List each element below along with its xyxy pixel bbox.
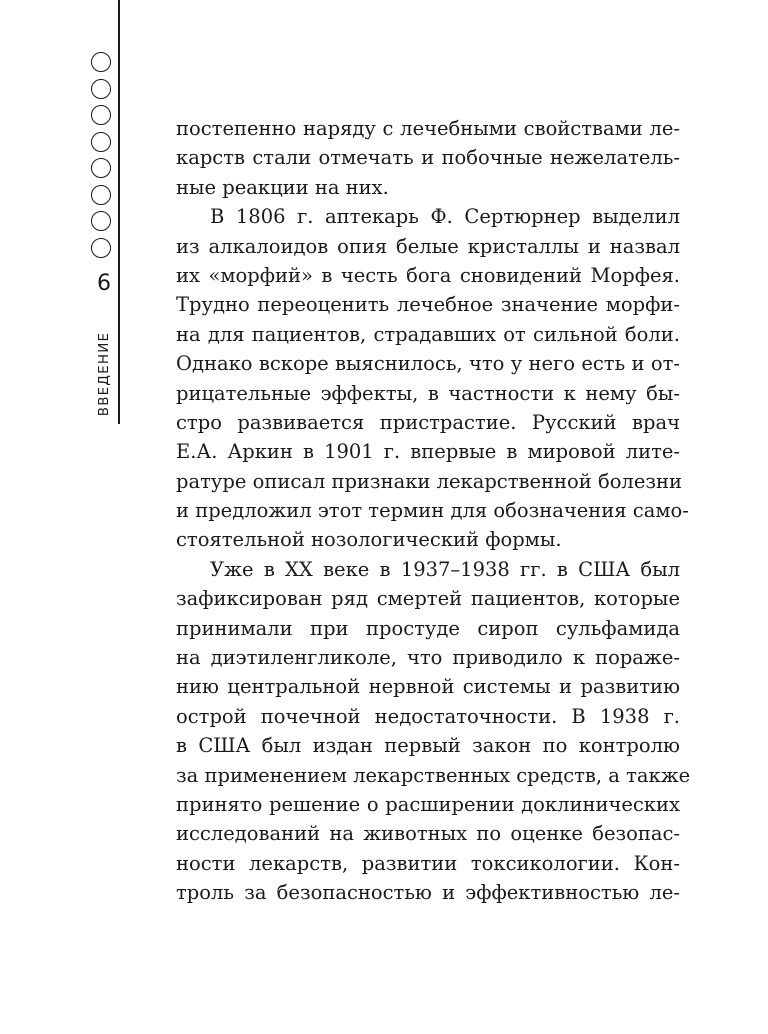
text-line: ности лекарств, развитии токсикологии. Кон-: [176, 851, 680, 875]
text-line: Уже в XX веке в 1937–1938 гг. в США был: [210, 557, 680, 581]
chapter-dot: [91, 105, 111, 125]
text-line: постепенно наряду с лечебными свойствами ле-: [176, 117, 680, 140]
chapter-dot: [91, 238, 111, 258]
body-text: [176, 114, 691, 908]
text-line: троль за безопасностью и эффективностью ле-: [176, 881, 680, 905]
text-line: карств стали отмечать и побочные нежелатель-: [176, 146, 680, 170]
text-line: острой почечной недостаточности. В 1938 г.: [176, 704, 680, 728]
text-line: принимали при простуде сироп сульфамида: [176, 616, 680, 640]
text-line: зафиксирован ряд смертей пациентов, которые: [176, 587, 680, 611]
text-line: исследований на животных по оценке безопас-: [176, 822, 680, 846]
chapter-dot: [91, 158, 111, 178]
text-line: ратуре описал признаки лекарственной болезни: [176, 469, 682, 493]
text-line: Трудно переоценить лечебное значение морфи-: [176, 293, 680, 317]
text-line: в США был издан первый закон по контролю: [176, 734, 680, 758]
chapter-dot: [91, 52, 111, 72]
margin-rule: [118, 0, 120, 424]
chapter-dot: [91, 185, 111, 205]
text-line: на диэтиленгликоле, что приводило к пораже-: [176, 646, 680, 670]
text-line: за применением лекарственных средств, а также: [176, 763, 691, 787]
text-line: стоятельной нозологический формы.: [176, 528, 562, 552]
page-number: 6: [97, 271, 111, 296]
text-line: стро развивается пристрастие. Русский врач: [176, 410, 680, 434]
text-line: на для пациентов, страдавших от сильной боли.: [176, 322, 680, 346]
text-line: и предложил этот термин для обозначения само-: [176, 499, 689, 523]
chapter-dots: [91, 52, 115, 264]
section-label: ВВЕДЕНИЕ: [96, 331, 112, 417]
chapter-dot: [91, 132, 111, 152]
text-line: из алкалоидов опия белые кристаллы и назвал: [176, 234, 680, 258]
chapter-dot: [91, 211, 111, 231]
chapter-dot: [91, 79, 111, 99]
text-line: принято решение о расширении доклинических: [176, 792, 680, 816]
text-line: их «морфий» в честь бога сновидений Морфея.: [176, 263, 680, 287]
text-line: В 1806 г. аптекарь Ф. Сертюрнер выделил: [210, 205, 680, 229]
text-line: рицательные эффекты, в частности к нему бы-: [176, 381, 680, 405]
text-line: Е.А. Аркин в 1901 г. впервые в мировой лите-: [176, 440, 680, 464]
text-line: ные реакции на них.: [176, 175, 389, 199]
text-line: Однако вскоре выяснилось, что у него есть и от-: [176, 352, 680, 376]
text-line: нию центральной нервной системы и развитию: [176, 675, 680, 699]
